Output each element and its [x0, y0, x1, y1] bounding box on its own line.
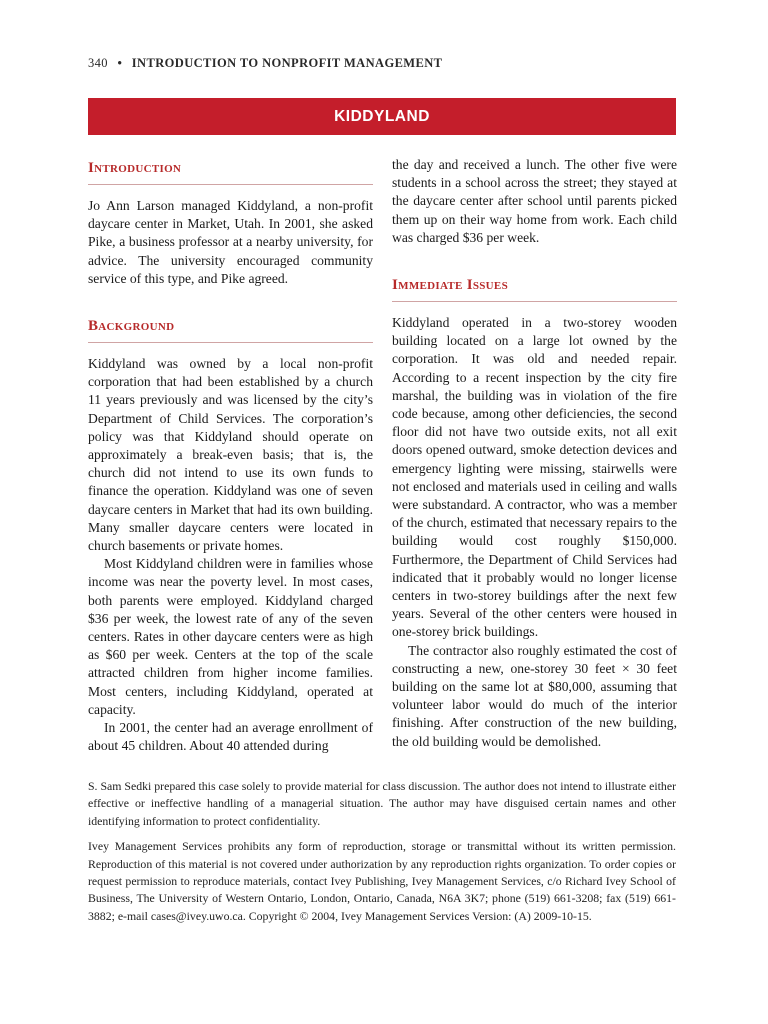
book-title: INTRODUCTION TO NONPROFIT MANAGEMENT [131, 56, 443, 70]
introduction-paragraph: Jo Ann Larson managed Kiddyland, a non-profit daycare center in Market, Utah. In 2001, she asked Pike, a business professor at a nearby university, for advice. The university encouraged community service of this type, and Pike agreed. [88, 198, 373, 286]
background-continuation: the day and received a lunch. The other five were students in a school across the street; they stayed at the daycare center after school until parents picked them up on their way home from work. Each child was charged $36 per week. [392, 157, 677, 245]
background-paragraph-3: In 2001, the center had an average enrollment of about 45 children. About 40 attended during [88, 720, 373, 754]
background-paragraph-2: Most Kiddyland children were in families whose income was near the poverty level. In most cases, both parents were employed. Kiddyland charged $36 per week, the lowest rate of any of the seven centers. Rates in other daycare centers were as high as $60 per week. Centers at the top of the scale attracted children from higher income families. Most centers, including Kiddyland, operated at capacity. [88, 556, 373, 717]
immediate-issues-paragraph-1: Kiddyland operated in a two-storey wooden building located on a large lot owned by the corporation. It was old and needed repair. According to a recent inspection by the city fire marshal, the building was in violation of the fire code because, among other deficiencies, the second floor did not have two outside exits, not all exit doors opened outward, smoke detection devices and emergency lighting were missing, stairwells were not enclosed and materials used in ceiling and walls were substandard. A contractor, who was a member of the church, estimated that necessary repairs to the building would cost roughly $150,000. Furthermore, the Department of Child Services had indicated that it probably would no longer license centers in two-storey buildings after the next few years. Several of the other centers were housed in one-storey brick buildings. [392, 315, 677, 640]
case-footer [88, 778, 676, 925]
page-number: 340 [88, 56, 108, 70]
left-column [88, 156, 373, 755]
author-note: S. Sam Sedki prepared this case solely to provide material for class discussion. The author does not intend to illustrate either effective or ineffective handling of a managerial situation. The author may have disguised certain names and other identifying information to protect confidentiality. [88, 779, 676, 828]
background-heading: Background [88, 318, 373, 343]
background-paragraph-1: Kiddyland was owned by a local non-profit corporation that had been established by a church 11 years previously and was licensed by the city’s Department of Child Services. The corporation’s policy was that Kiddyland should operate on approximately a break-even basis; that is, the church did not intend to use its own funds to finance the operation. Kiddyland was one of seven daycare centers in Market that had its own building. Many smaller daycare centers were located in church basements or private homes. [88, 356, 373, 554]
copyright-note: Ivey Management Services prohibits any form of reproduction, storage or transmittal without its written permission. Reproduction of this material is not covered under authorization by any reproduction rights organization. To order copies or request permission to reproduce materials, contact Ivey Publishing, Ivey Management Services, c/o Richard Ivey School of Business, The University of Western Ontario, London, Ontario, Canada, N6A 3K7; phone (519) 661-3208; fax (519) 661-3882; e-mail cases@ivey.uwo.ca. Copyright © 2004, Ivey Management Services Version: (A) 2009-10-15. [88, 839, 676, 923]
case-title: KIDDYLAND [334, 107, 430, 125]
right-column [392, 156, 677, 751]
case-title-bar [88, 98, 676, 135]
immediate-issues-paragraph-2: The contractor also roughly estimated the cost of constructing a new, one-storey 30 feet × 30 feet building on the same lot at $80,000, assuming that volunteer labor would do much of the interior finishing. After construction of the new building, the old building would be demolished. [392, 642, 677, 749]
running-head [88, 56, 442, 71]
bullet-separator: • [117, 56, 123, 70]
introduction-heading: Introduction [88, 160, 373, 185]
immediate-issues-heading: Immediate Issues [392, 277, 677, 302]
